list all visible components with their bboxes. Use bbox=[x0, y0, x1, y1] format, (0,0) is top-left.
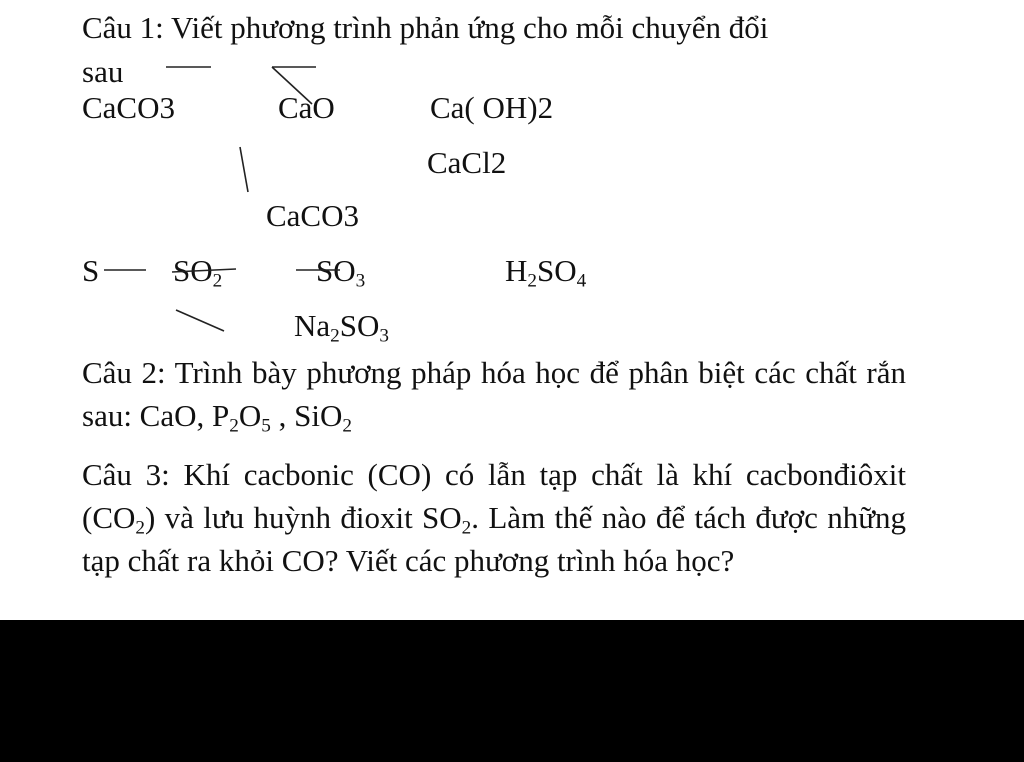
line-cao-diagonal bbox=[272, 67, 312, 104]
black-bottom-area bbox=[0, 620, 1024, 762]
chain1-cao: CaO bbox=[278, 90, 335, 125]
o5-subscript: 5 bbox=[261, 415, 271, 437]
question-3-text-1: Câu 3: Khí cacbonic (CO) có lẫn tạp chất là khí cacbonđiôxit (CO bbox=[82, 457, 906, 535]
chain1-caoh2: Ca( OH)2 bbox=[430, 90, 554, 125]
so3-subscript: 3 bbox=[355, 270, 366, 292]
chain2-s: S bbox=[82, 253, 100, 288]
na2so3-sub2: 2 bbox=[330, 325, 340, 347]
question-3-text-3: . Làm thế nào để tách được những tạp chất ra khỏi CO? Viết các phương trình hóa học? bbox=[82, 500, 906, 578]
chain1-caco3-start: CaCO3 bbox=[82, 90, 175, 125]
question-1-heading-continuation: sau bbox=[82, 54, 124, 89]
question-2-text: Câu 2: Trình bày phương pháp hóa học để phân biệt các chất rắn sau: CaO, P bbox=[82, 355, 906, 433]
question-2 bbox=[82, 351, 906, 437]
h2so4-so: SO bbox=[537, 253, 577, 288]
chain1-caco3-end: CaCO3 bbox=[266, 198, 359, 233]
na2so3-sub3: 3 bbox=[379, 325, 390, 347]
line-caco3-vertical bbox=[240, 147, 248, 192]
co2-subscript: 2 bbox=[135, 517, 145, 539]
line-so2-na2so3 bbox=[176, 310, 224, 331]
so3-text: SO bbox=[316, 253, 356, 288]
question-1-heading-text: Câu 1: Viết phương trình phản ứng cho mỗi chuyển đổi bbox=[82, 10, 769, 45]
so2-text: SO bbox=[173, 253, 213, 288]
so2-subscript: 2 bbox=[212, 270, 223, 292]
h2so4-sub2: 2 bbox=[527, 270, 537, 292]
line-so2-strike bbox=[172, 269, 236, 272]
chain1-cacl2: CaCl2 bbox=[427, 145, 507, 180]
sio2-subscript: 2 bbox=[342, 415, 352, 437]
na2so3-so: SO bbox=[339, 308, 380, 343]
o-text: O bbox=[238, 398, 262, 433]
na2so3-na: Na bbox=[294, 308, 331, 343]
sio-text: , SiO bbox=[270, 398, 343, 433]
question-3-text-2: ) và lưu huỳnh đioxit SO bbox=[145, 500, 462, 535]
so2-subscript-q3: 2 bbox=[461, 517, 472, 539]
question-3 bbox=[82, 453, 906, 582]
p2-subscript: 2 bbox=[229, 415, 239, 437]
h2so4-sub4: 4 bbox=[576, 270, 587, 292]
h2so4-h: H bbox=[505, 253, 528, 288]
